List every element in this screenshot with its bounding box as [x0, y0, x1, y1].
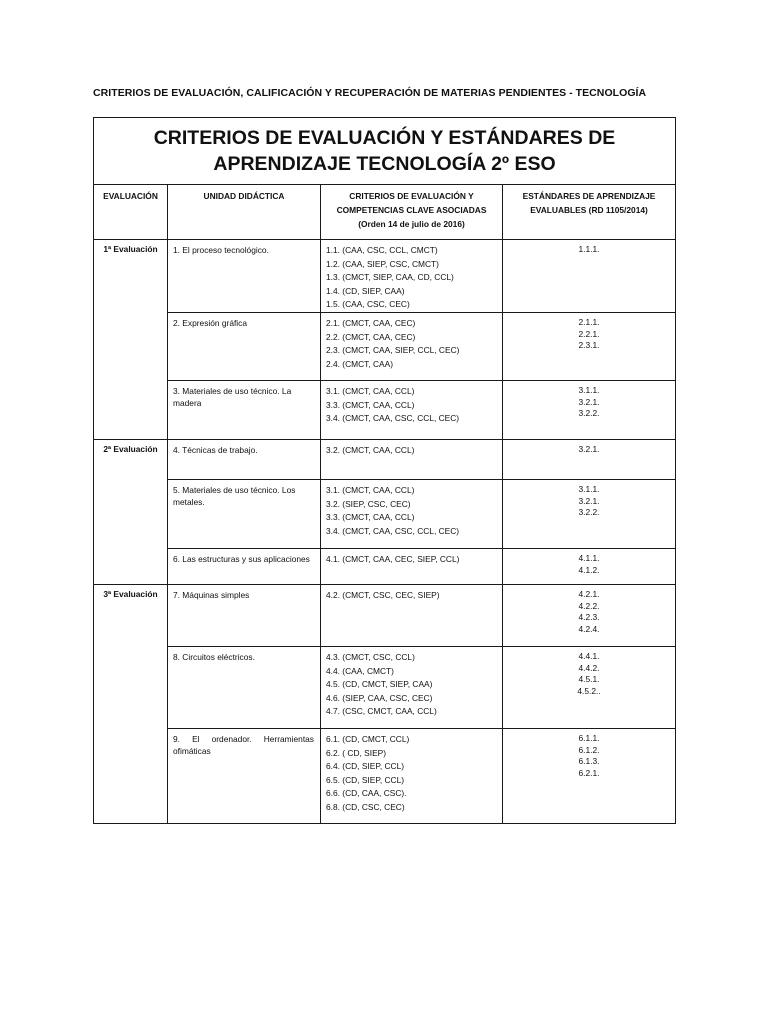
- standard-item: 3.2.1.: [578, 495, 600, 506]
- criterion-item: 4.5. (CD, CMCT, SIEP, CAA): [326, 679, 433, 690]
- col-header-evaluacion: [94, 185, 168, 240]
- table-row: [94, 240, 676, 313]
- unit-name: 2. Expresión gráfica: [168, 313, 321, 381]
- standards-cell: [503, 647, 676, 729]
- standard-item: 3.2.1.: [578, 396, 600, 407]
- criterion-item: 4.4. (CAA, CMCT): [326, 665, 394, 676]
- criterion-item: 6.1. (CD, CMCT, CCL): [326, 734, 410, 744]
- col-header-unidad-label: UNIDAD DIDÁCTICA: [203, 191, 285, 201]
- standard-item: 4.2.4.: [578, 624, 600, 635]
- table-title-line-2: APRENDIZAJE TECNOLOGÍA 2º ESO: [213, 153, 556, 175]
- standards-cell: [503, 549, 676, 585]
- criteria-table: [93, 117, 676, 824]
- criterion-item: 3.3. (CMCT, CAA, CCL): [326, 399, 415, 410]
- standard-item: 6.1.2.: [578, 744, 600, 755]
- standard-item: 3.1.1.: [578, 385, 600, 395]
- standard-item: 2.1.1.: [578, 317, 600, 327]
- criterion-item: 4.7. (CSC, CMCT, CAA, CCL): [326, 706, 437, 717]
- standards-cell: [503, 240, 676, 313]
- standards-cell: [503, 729, 676, 824]
- table-row: [94, 585, 676, 647]
- unit-name: 5. Materiales de uso técnico. Los metales.: [168, 480, 321, 549]
- criterion-item: 1.2. (CAA, SIEP, CSC, CMCT): [326, 258, 439, 269]
- standard-item: 3.2.2.: [578, 507, 600, 518]
- page-header: CRITERIOS DE EVALUACIÓN, CALIFICACIÓN Y RECUPERACIÓN DE MATERIAS PENDIENTES - TECNOLOGÍA: [93, 87, 647, 99]
- evaluation-label: 1ª Evaluación: [94, 240, 168, 440]
- col-header-unidad: [168, 185, 321, 240]
- criterion-item: 4.3. (CMCT, CSC, CCL): [326, 652, 415, 662]
- table-row: [94, 440, 676, 480]
- standard-item: 4.2.1.: [578, 589, 600, 599]
- standards-cell: [503, 440, 676, 480]
- col-header-estandares-line: ESTÁNDARES DE APRENDIZAJE: [522, 191, 656, 201]
- criterion-item: 3.3. (CMCT, CAA, CCL): [326, 512, 415, 523]
- col-header-criterios-line: CRITERIOS DE EVALUACIÓN Y: [349, 191, 474, 201]
- table-row: [94, 313, 676, 381]
- criterion-item: 3.1. (CMCT, CAA, CCL): [326, 485, 415, 495]
- criteria-cell: [321, 440, 503, 480]
- criterion-item: 2.2. (CMCT, CAA, CEC): [326, 331, 416, 342]
- standards-cell: [503, 480, 676, 549]
- criteria-cell: [321, 313, 503, 381]
- unit-name: 4. Técnicas de trabajo.: [168, 440, 321, 480]
- evaluation-label: 2ª Evaluación: [94, 440, 168, 585]
- standard-item: 4.1.1.: [578, 553, 600, 563]
- criterion-item: 1.5. (CAA, CSC, CEC): [326, 299, 410, 310]
- standard-item: 4.1.2.: [578, 564, 600, 575]
- table-body: [94, 240, 676, 824]
- standards-cell: [503, 313, 676, 381]
- standard-item: 3.2.2.: [578, 408, 600, 419]
- criterion-item: 1.3. (CMCT, SIEP, CAA, CD, CCL): [326, 272, 454, 283]
- standard-item: 6.2.1.: [578, 768, 600, 779]
- col-header-criterios-line: (Orden 14 de julio de 2016): [358, 219, 465, 229]
- unit-name: 1. El proceso tecnológico.: [168, 240, 321, 313]
- criteria-cell: [321, 381, 503, 440]
- standard-item: 1.1.1.: [578, 244, 600, 254]
- col-header-criterios: [321, 185, 503, 240]
- criteria-cell: [321, 480, 503, 549]
- criterion-item: 2.4. (CMCT, CAA): [326, 358, 394, 369]
- standard-item: 2.3.1.: [578, 340, 600, 351]
- table-row: [94, 729, 676, 824]
- unit-name: 9. El ordenador. Herramientas ofimáticas: [168, 729, 321, 824]
- standard-item: 4.5.2..: [577, 686, 601, 697]
- standards-cell: [503, 585, 676, 647]
- standard-item: 3.1.1.: [578, 484, 600, 494]
- criterion-item: 3.1. (CMCT, CAA, CCL): [326, 386, 415, 396]
- criterion-item: 6.8. (CD, CSC, CEC): [326, 801, 405, 812]
- standard-item: 4.4.1.: [578, 651, 600, 661]
- table-row: [94, 647, 676, 729]
- table-row: [94, 480, 676, 549]
- criterion-item: 4.1. (CMCT, CAA, CEC, SIEP, CCL): [326, 554, 460, 564]
- standard-item: 6.1.1.: [578, 733, 600, 743]
- criteria-cell: [321, 647, 503, 729]
- standard-item: 3.2.1.: [578, 444, 600, 454]
- table-title-line-1: CRITERIOS DE EVALUACIÓN Y ESTÁNDARES DE: [153, 127, 616, 149]
- table-row: [94, 381, 676, 440]
- col-header-estandares: [503, 185, 676, 240]
- col-header-estandares-line: EVALUABLES (RD 1105/2014): [530, 205, 648, 215]
- standard-item: 4.2.2.: [578, 600, 600, 611]
- standards-cell: [503, 381, 676, 440]
- criterion-item: 6.4. (CD, SIEP, CCL): [326, 761, 405, 772]
- criteria-cell: [321, 585, 503, 647]
- criterion-item: 3.4. (CMCT, CAA, CSC, CCL, CEC): [326, 525, 460, 536]
- unit-name: 7. Máquinas simples: [168, 585, 321, 647]
- evaluation-label: 3ª Evaluación: [94, 585, 168, 824]
- unit-name: 6. Las estructuras y sus aplicaciones: [168, 549, 321, 585]
- criteria-cell: [321, 729, 503, 824]
- column-header-row: [94, 185, 676, 240]
- standard-item: 4.2.3.: [578, 612, 600, 623]
- table-title-row: [94, 118, 676, 185]
- col-header-evaluacion-label: EVALUACIÓN: [103, 191, 158, 201]
- criteria-cell: [321, 549, 503, 585]
- standard-item: 6.1.3.: [578, 756, 600, 767]
- unit-name: 3. Materiales de uso técnico. La madera: [168, 381, 321, 440]
- criterion-item: 4.2. (CMCT, CSC, CEC, SIEP): [326, 590, 440, 600]
- criterion-item: 1.1. (CAA, CSC, CCL, CMCT): [326, 245, 438, 255]
- criterion-item: 3.2. (SIEP, CSC, CEC): [326, 498, 411, 509]
- table-row: [94, 549, 676, 585]
- standard-item: 2.2.1.: [578, 328, 600, 339]
- col-header-criterios-line: COMPETENCIAS CLAVE ASOCIADAS: [336, 205, 487, 215]
- standard-item: 4.5.1.: [578, 674, 600, 685]
- criteria-cell: [321, 240, 503, 313]
- unit-name: 8. Circuitos eléctricos.: [168, 647, 321, 729]
- criterion-item: 6.5. (CD, SIEP, CCL): [326, 774, 405, 785]
- criterion-item: 3.4. (CMCT, CAA, CSC, CCL, CEC): [326, 413, 460, 424]
- criterion-item: 3.2. (CMCT, CAA, CCL): [326, 445, 415, 455]
- table-title: [94, 118, 676, 185]
- criterion-item: 4.6. (SIEP, CAA, CSC, CEC): [326, 692, 433, 703]
- criterion-item: 6.6. (CD, CAA, CSC).: [326, 788, 407, 799]
- standard-item: 4.4.2.: [578, 662, 600, 673]
- criterion-item: 6.2. ( CD, SIEP): [326, 747, 387, 758]
- criterion-item: 2.1. (CMCT, CAA, CEC): [326, 318, 416, 328]
- criterion-item: 2.3. (CMCT, CAA, SIEP, CCL, CEC): [326, 345, 460, 356]
- criterion-item: 1.4. (CD, SIEP, CAA): [326, 285, 405, 296]
